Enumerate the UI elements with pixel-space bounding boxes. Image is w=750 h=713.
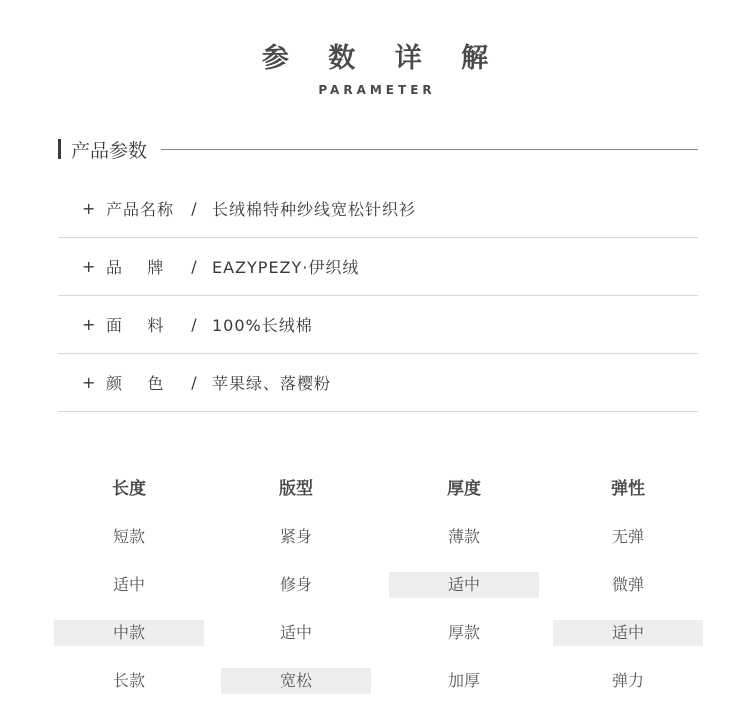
plus-icon: +: [82, 315, 96, 334]
param-list: [58, 180, 698, 412]
param-value: 100%长绒棉: [212, 316, 313, 335]
param-value: 苹果绿、落樱粉: [212, 374, 332, 393]
param-label: 颜 色: [106, 374, 165, 393]
param-separator: /: [191, 315, 197, 334]
attr-option-label: 紧身: [279, 527, 312, 546]
attr-option-label: 加厚: [447, 671, 480, 690]
attr-option: [221, 657, 371, 705]
param-label: 面 料: [106, 316, 165, 335]
attr-option-label: 修身: [279, 575, 312, 594]
attr-option-label: 薄款: [447, 527, 480, 546]
param-value: EAZYPEZY·伊织绒: [212, 258, 360, 277]
attr-header: 版型: [279, 479, 313, 499]
attr-column-elasticity: [553, 465, 703, 705]
attr-option-label: 适中: [611, 623, 644, 642]
plus-icon: +: [82, 257, 96, 276]
attr-option: [553, 657, 703, 705]
attr-option: [553, 561, 703, 609]
plus-icon: +: [82, 373, 96, 392]
attr-option: [54, 609, 204, 657]
attr-option: [553, 609, 703, 657]
param-label: 产品名称: [106, 200, 175, 219]
attr-option-label: 适中: [279, 623, 312, 642]
attr-option: [221, 561, 371, 609]
attr-option-label: 适中: [112, 575, 145, 594]
attr-option-label: 微弹: [611, 575, 644, 594]
attr-option: [389, 513, 539, 561]
param-value: 长绒棉特种纱线宽松针织衫: [212, 200, 417, 219]
attr-option-label: 宽松: [279, 671, 312, 690]
section-divider: [161, 149, 698, 150]
attr-option: [221, 513, 371, 561]
page-header: [0, 36, 750, 97]
param-separator: /: [191, 199, 197, 218]
param-row-color: [58, 354, 698, 412]
attr-option: [54, 561, 204, 609]
param-row-fabric: [58, 296, 698, 354]
page-subtitle: PARAMETER: [318, 83, 436, 97]
attr-option: [389, 657, 539, 705]
param-label: 品 牌: [106, 258, 165, 277]
param-separator: /: [191, 257, 197, 276]
attr-option: [54, 657, 204, 705]
plus-icon: +: [82, 199, 96, 218]
attr-option: [389, 561, 539, 609]
page-title: 参 数 详 解: [261, 43, 504, 74]
attr-option: [389, 609, 539, 657]
attr-option-label: 短款: [112, 527, 145, 546]
attr-option-label: 适中: [447, 575, 480, 594]
attr-option-label: 厚款: [447, 623, 480, 642]
attr-option: [553, 513, 703, 561]
section-title: 产品参数: [71, 139, 148, 162]
attr-option-label: 长款: [112, 671, 145, 690]
attr-column-length: [54, 465, 204, 705]
section-marker: [58, 139, 61, 159]
attr-option-label: 无弹: [611, 527, 644, 546]
param-row-product-name: [58, 180, 698, 238]
attr-option: [221, 609, 371, 657]
param-row-brand: [58, 238, 698, 296]
attr-header: 厚度: [447, 479, 481, 499]
attr-column-thickness: [389, 465, 539, 705]
attr-header: 弹性: [611, 479, 645, 499]
attr-option: [54, 513, 204, 561]
section-header: [58, 136, 698, 162]
attr-header: 长度: [112, 479, 146, 499]
attr-column-fit: [221, 465, 371, 705]
param-separator: /: [191, 373, 197, 392]
attr-option-label: 中款: [112, 623, 145, 642]
attr-option-label: 弹力: [611, 671, 644, 690]
